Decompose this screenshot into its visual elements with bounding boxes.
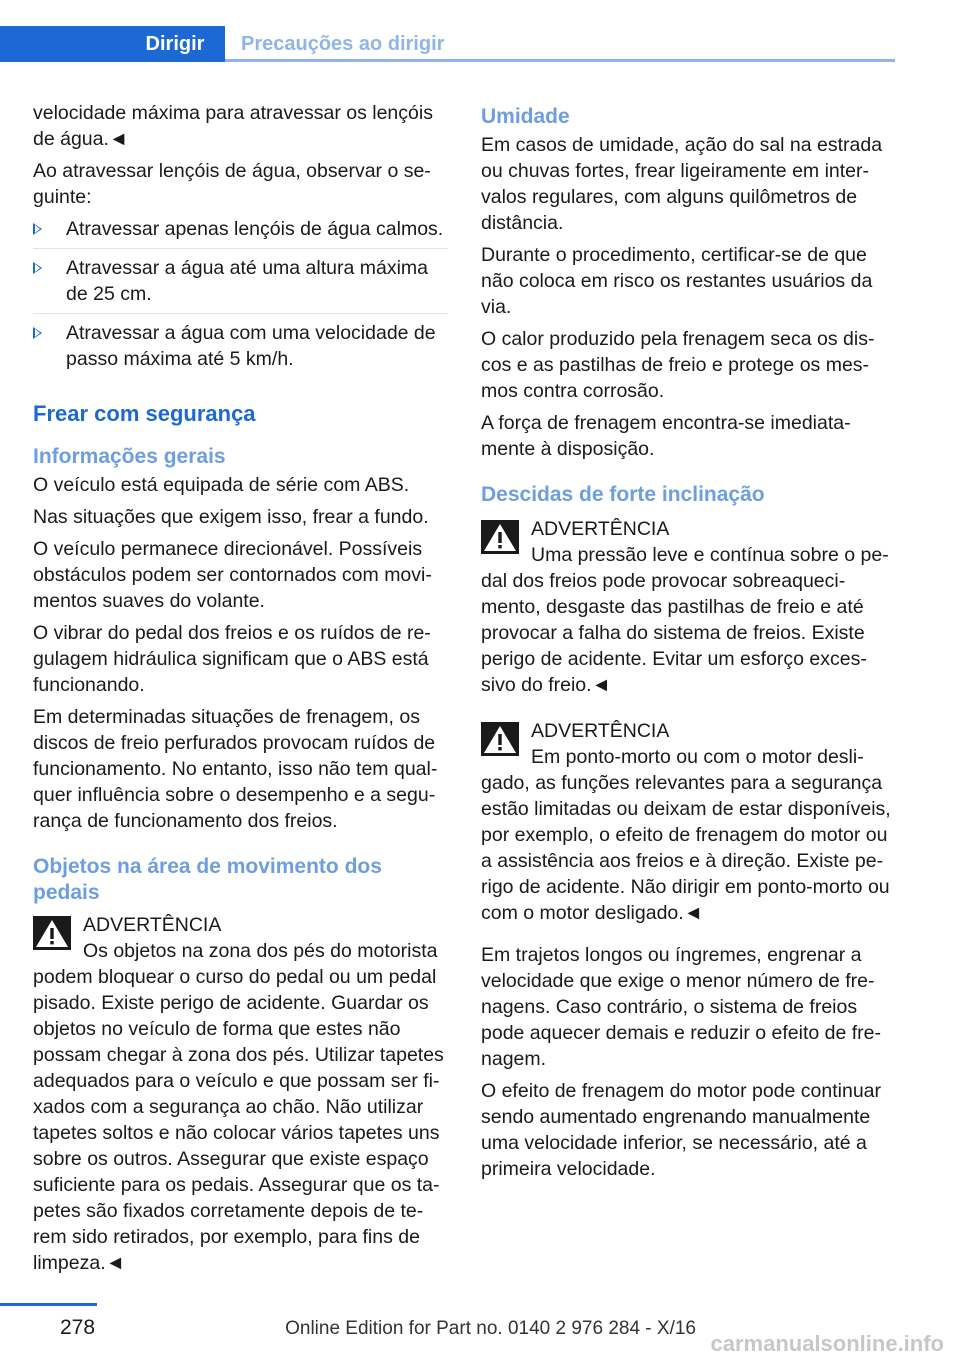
warning-block	[481, 516, 896, 698]
edition-note: Online Edition for Part no. 0140 2 976 284 - X/16	[285, 1318, 696, 1339]
paragraph: O veículo está equipada de série com ABS.	[33, 474, 410, 496]
warning-triangle-icon	[33, 916, 71, 950]
paragraph: Nas situações que exigem isso, frear a fundo.	[33, 506, 429, 528]
subsection-heading: Informações gerais	[33, 445, 226, 468]
paragraph: O efeito de frenagem do motor pode continuar sendo aumentado engrenando manualmente uma velocidade inferior, se necessário, até a primeira velocidade.	[481, 1080, 881, 1180]
bullet-triangle-icon	[33, 262, 42, 274]
warning-title: ADVERTÊNCIA	[83, 914, 222, 936]
paragraph: Em trajetos longos ou íngremes, engrenar a velocidade que exige o menor número de fre‐nagens. Caso contrário, o sistema de freios pode aquecer demais e reduzir o efeito de fre‐nagem.	[481, 944, 881, 1070]
paragraph: A força de frenagem encontra-se imediata‐mente à disposição.	[481, 412, 851, 460]
list-item	[33, 320, 448, 378]
bullet-triangle-icon	[33, 327, 42, 339]
paragraph: O vibrar do pedal dos freios e os ruídos de re‐gulagem hidráulica significam que o ABS está funcionando.	[33, 622, 431, 696]
list-item-text: Atravessar a água até uma altura máxima de 25 cm.	[66, 257, 429, 305]
bullet-list	[33, 216, 448, 378]
subsection-heading: Umidade	[481, 105, 570, 128]
paragraph: Durante o procedimento, certificar-se de que não coloca em risco os restantes usuários da via.	[481, 244, 873, 318]
warning-triangle-icon	[481, 722, 519, 756]
subsection-heading: Objetos na área de movimento dos pedais	[33, 855, 382, 904]
page-header	[0, 0, 960, 62]
right-column	[481, 100, 896, 1188]
paragraph: Em casos de umidade, ação do sal na estrada ou chuvas fortes, frear ligeiramente em inter‐valos regulares, com alguns quilômetros de distância.	[481, 134, 883, 234]
list-item	[33, 216, 448, 249]
warning-block	[481, 718, 896, 926]
paragraph: velocidade máxima para atravessar os lençóis de água.◄	[33, 102, 433, 150]
warning-title: ADVERTÊNCIA	[531, 720, 670, 742]
paragraph: Ao atravessar lençóis de água, observar o se‐guinte:	[33, 160, 431, 208]
footer-rule	[0, 1303, 97, 1306]
paragraph: Em determinadas situações de frenagem, os discos de freio perfurados provocam ruídos de funcionamento. No entanto, isso não tem qual‐quer influência sobre o desempenho e a segu‐rança de funcionamento dos freios.	[33, 706, 438, 832]
section-heading: Frear com segurança	[33, 401, 256, 426]
section-tab[interactable]: Precauções ao dirigir	[241, 33, 445, 55]
left-column	[33, 100, 448, 1284]
paragraph: O veículo permanece direcionável. Possíveis obstáculos podem ser contornados com movi‐mentos suaves do volante.	[33, 538, 432, 612]
subsection-heading: Descidas de forte inclinação	[481, 483, 765, 506]
warning-title: ADVERTÊNCIA	[531, 518, 670, 540]
header-accent-bar	[0, 26, 125, 62]
page-number: 278	[60, 1316, 96, 1339]
paragraph: O calor produzido pela frenagem seca os dis‐cos e as pastilhas de freio e protege os mes‐mos contra corrosão.	[481, 328, 875, 402]
warning-triangle-icon	[481, 520, 519, 554]
list-item-text: Atravessar a água com uma velocidade de passo máxima até 5 km/h.	[66, 322, 436, 370]
list-item-text: Atravessar apenas lençóis de água calmos.	[66, 218, 444, 240]
list-item	[33, 255, 448, 314]
warning-text: Os objetos na zona dos pés do motorista podem bloquear o curso do pedal ou um pedal pisado. Existe perigo de acidente. Guardar os objetos no veículo de forma que estes não possam chegar à zona dos pés. Utilizar tapetes adequados para o veículo e que possam ser fi‐xados com a segurança ao chão. Não utilizar tapetes soltos e não colocar vários tapetes uns sobre os outros. Assegurar que existe espaço suficiente para os pedais. Assegurar que os ta‐petes são fixados corretamente depois de te‐rem sido retirados, por exemplo, para fins de limpeza.◄	[33, 940, 444, 1274]
header-rule	[225, 59, 895, 62]
warning-text: Em ponto-morto ou com o motor desli‐gado, as funções relevantes para a segurança estão limitadas ou deixam de estar disponíveis, por exemplo, o efeito de frenagem do motor ou a assistência aos freios e à direção. Existe pe‐rigo de acidente. Não dirigir em ponto-morto ou com o motor desligado.◄	[481, 746, 891, 924]
bullet-triangle-icon	[33, 223, 42, 235]
warning-text: Uma pressão leve e contínua sobre o pe‐dal dos freios pode provocar sobreaqueci‐mento, desgaste das pastilhas de freio e até provocar a falha do sistema de freios. Existe perigo de acidente. Evitar um esforço exces‐sivo do freio.◄	[481, 544, 889, 696]
warning-block	[33, 912, 448, 1276]
chapter-tab[interactable]: Dirigir	[125, 26, 225, 62]
watermark: carmanualsonline.info	[710, 1331, 944, 1356]
